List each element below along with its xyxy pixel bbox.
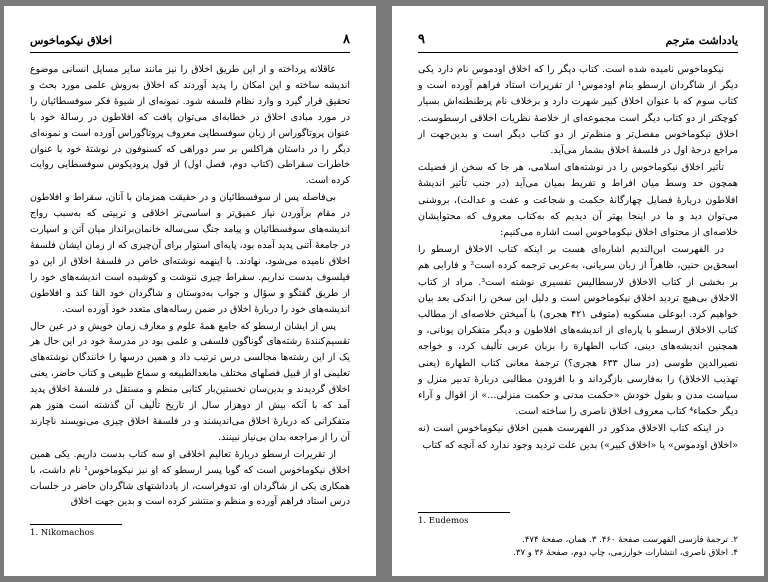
footnote-latin: 1. Nikomachos <box>30 528 95 538</box>
running-title: اخلاق نیکوماخوس <box>30 34 113 47</box>
footnotes-farsi <box>418 534 738 560</box>
page-number: ۹ <box>418 32 425 47</box>
left-page-body <box>30 62 350 511</box>
footnote: ۴. اخلاق ناصری، انتشارات خوارزمی، چاپ دوم، صفحهٔ ۳۶ و ۳۷. <box>513 548 738 558</box>
paragraph: نیکوماخوس نامیده شده است. کتاب دیگر را که اخلاق اودموس نام دارد یکی دیگر از شاگردان ارسطو بنام اودموس¹ از تقریرات استاد فراهم آورده است و کتاب سوم که با عنوان اخلاق کبیر شهرت دارد و برخلاف نام پرطنطنه‌اش بسیار کوچکتر از دو کتاب دیگر است مجموعه‌ای از خلاصهٔ نظریات اخلاقی ارسطوست. اخلاق نیکوماخوس مفصل‌تر و منظم‌تر از دو کتاب دیگر است و بدین‌جهت از مراجع درجهٔ اول در فلسفهٔ اخلاق بشمار می‌آید. <box>418 64 738 157</box>
footnote-latin: 1. Eudemos <box>418 516 469 526</box>
footnote-rule <box>418 512 510 513</box>
left-page-header <box>30 34 350 53</box>
paragraph: پس از ایشان ارسطو که جامع همهٔ علوم و معارف زمان خویش و در عین حال تقسیم‌کنندهٔ رشته‌های گوناگون فلسفی و علمی بود در مدرسهٔ خود در این حال هر یک از این رشته‌ها مجالسی درس ترتیب داد و همین درسها را خانندگان نوشته‌های تعلیمی او از قبیل فصلهای مختلف مابعدالطبیعه و سماع طبیعی و کتاب حاضر، یعنی اخلاق گردیدند و بدین‌سان نخستین‌بار کتابی منظم و مستقل در فلسفهٔ اخلاق پدید آمد که با آنکه بیش از دوهزار سال از تاریخ تألیف آن گذشته است هنوز هم متفکرانی که دربارهٔ اخلاق می‌اندیشند و در فلسفهٔ اخلاق چیزی می‌نویسند ناچارند آن را از مراجعه بدان بی‌نیاز نبینند. <box>30 320 350 443</box>
footnote-rule <box>30 524 122 525</box>
right-page-body <box>418 62 738 455</box>
paragraph: از تقریرات ارسطو دربارهٔ تعالیم اخلاقی او سه کتاب بدست داریم. یکی همین اخلاق نیکوماخوس است که گویا پسر ارسطو که او نیز نیکوماخوس¹ نام داشت، با همکاری یکی از شاگردان او، تدوفراست، از یادداشتهای شاگردان حاضر در جلسات درس استاد فراهم آورده و منظم و منتشر کرده است و بدین جهت اخلاق <box>30 448 351 508</box>
paragraph: عاقلانه پرداخته و از این طریق اخلاق را نیز مانند سایر مسایل انسانی موضوع اندیشه ساخته و این امکان را پدید آوردند که اخلاق به‌روش علمی مورد بحث و تحقیق قرار گیرد و وارد نظام فلسفه شود. نمونه‌ای از شیوهٔ فکر سوفسطائیان را در مورد مبادی اخلاق در خطابه‌ای می‌توان یافت که افلاطون در رسالهٔ خود با عنوان پروتاگوراس از زبان سوفسطایی معروف پروتاگوراس آورده است و نمونه‌ای دیگر را در داستان هراکلس بر سر دوراهی که کسنوفون در نوشتهٔ خود با عنوان خاطرات سقراطی (کتاب دوم، فصل اول) از قول پرودیکوس سوفسطایی روایت کرده است. <box>30 64 350 187</box>
right-page-header <box>418 34 738 53</box>
footnote: ۲. ترجمهٔ فارسی الفهرست صفحهٔ ۴۶۰. ۳. همان، صفحهٔ ۴۷۴. <box>522 535 738 545</box>
running-title: یادداشت مترجم <box>665 34 738 47</box>
paragraph: بی‌فاصله پس از سوفسطائیان و در حقیقت همزمان با آنان، سقراط و افلاطون در مقام برآوردن نیاز عمیق‌تر و اساسی‌تر اخلاقی و تربیتی که به‌سبب رواج اندیشه‌های سوفسطائیان و پیامد جنگ سی‌ساله خانمان‌برانداز میان آتن و اسپارت در جامعهٔ آتنی پدید آمده بود، پایه‌ای استوار برای آن‌چیزی که از زمان ایشان فلسفهٔ اخلاق نامیده می‌شود، نهادند. با اینهمه نوشته‌ای خاص در فلسفهٔ اخلاق از این دو فیلسوف بدست نداریم. سقراط چیزی ننوشت و کوشیده است اندیشه‌های خود را از طریق گفتگو و سؤال و جواب به‌دوستان و شاگردان خود القا کند و افلاطون اندیشه‌های خود را دربارهٔ اخلاق در ضمن رساله‌های متعدد خود آورده است. <box>30 192 350 315</box>
left-page <box>4 6 376 576</box>
paragraph: تأثیر اخلاق نیکوماخوس را در نوشته‌های اسلامی، هر جا که سخن از فضیلت همچون حد وسط میان افراط و تفریط بمیان می‌آید (در جنب تأثیر اندیشهٔ افلاطون دربارهٔ فضایل چهارگانهٔ حکمت و شجاعت و عفت و عدالت)، بروشنی می‌توان دید و ما در اینجا بهتر آن دیدیم که به‌کتاب معروف که محتوایشان خلاصه‌ای از محتوای اخلاق نیکوماخوس است اشاره می‌کنیم: <box>418 162 738 239</box>
page-number: ۸ <box>343 32 350 47</box>
right-page <box>392 6 764 576</box>
paragraph: در اینکه کتاب الاخلاق مذکور در الفهرست همین اخلاق نیکوماخوس است (نه «اخلاق اودموس» یا «اخلاق کبیر») بدین علت تردید وجود ندارد که آنچه که کتاب <box>418 423 738 451</box>
paragraph: در الفهرست ابن‌الندیم اشاره‌ای هست بر اینکه کتاب الاخلاق ارسطو را اسحق‌بن حنین، ظاهراً از زبان سریانی، به‌عربی ترجمه کرده است² و فارابی هم بر بخشی از کتاب الاخلاق لارسطالیس تفسیری نوشته است³. مراد از کتاب الاخلاق بی‌هیچ تردید اخلاق نیکوماخوس است و دلیل این سخن را اندکی بعد بیان خواهیم کرد. ابوعلی مسکویه (متوفی ۴۲۱ هجری) با آمیختن خلاصه‌ای از مطالب کتاب الاخلاق ارسطو با پاره‌ای از اندیشه‌های افلاطون و دیگر متفکران یونانی، و همچنین اندیشه‌های دینی، کتاب الطهارة را بزبان عربی تألیف کرد، و خواجه نصیرالدین طوسی (در سال ۶۳۳ هجری؟) ترجمهٔ معانی کتاب الطهارة (یعنی تهذیب الاخلاق) را به‌فارسی بازگرداند و با افزودن مطالبی دربارهٔ تدبیر منزل و سیاست مدن و بقول خودش «حکمت مدنی و حکمت منزلی...» از اقوال و آراء دیگر حکماء⁴ کتاب معروف اخلاق ناصری را ساخته است. <box>418 244 739 418</box>
